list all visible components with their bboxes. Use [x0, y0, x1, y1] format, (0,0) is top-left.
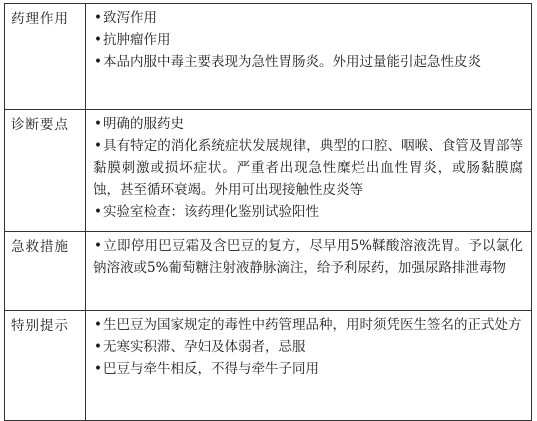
list-item: [93, 7, 523, 29]
table-row-diagnosis: [5, 110, 532, 232]
item-text: 明确的服药史: [103, 116, 184, 132]
row-label: 特别提示: [5, 311, 86, 421]
row-content: [86, 110, 532, 232]
bullet-icon: •: [94, 10, 102, 26]
item-text: 实验室检查：该药理化鉴别试验阳性: [103, 204, 319, 220]
bullet-icon: •: [94, 238, 102, 254]
item-text: 抗肿瘤作用: [103, 32, 171, 48]
item-text: 致泻作用: [103, 10, 157, 26]
item-text: 无寒实积滞、孕妇及体弱者，忌服: [103, 339, 306, 355]
row-label: 药理作用: [5, 4, 86, 110]
info-table: [4, 3, 532, 421]
list-item: [93, 135, 523, 201]
row-label: 急救措施: [5, 232, 86, 311]
bullet-icon: •: [94, 116, 102, 132]
row-content: [86, 4, 532, 110]
list-item: [93, 314, 523, 336]
table-row-emergency: [5, 232, 532, 311]
bullet-icon: •: [94, 317, 102, 333]
list-item: [93, 51, 523, 73]
list-item: [93, 235, 523, 279]
item-text: 具有特定的消化系统症状发展规律，典型的口腔、咽喉、食管及胃部等黏膜刺激或损坏症状。严重者出现急性糜烂出血性胃炎，或肠黏膜腐蚀，甚至循环衰竭。外用可出现接触性皮炎等: [93, 138, 523, 198]
item-text: 立即停用巴豆霜及含巴豆的复方，尽早用5%鞣酸溶液洗胃。予以氯化钠溶液或5%葡萄糖注射液静脉滴注，给予利尿药，加强尿路排泄毒物: [93, 238, 523, 276]
row-content: [86, 232, 532, 311]
list-item: [93, 201, 523, 223]
item-text: 本品内服中毒主要表现为急性胃肠炎。外用过量能引起急性皮炎: [103, 54, 481, 70]
item-text: 巴豆与牵牛相反，不得与牵牛子同用: [103, 361, 319, 377]
list-item: [93, 358, 523, 380]
bullet-icon: •: [94, 339, 102, 355]
list-item: [93, 113, 523, 135]
table-row-special-notes: [5, 311, 532, 421]
table-row-pharmacology: [5, 4, 532, 110]
bullet-icon: •: [94, 32, 102, 48]
bullet-icon: •: [94, 54, 102, 70]
item-text: 生巴豆为国家规定的毒性中药管理品种，用时须凭医生签名的正式处方: [103, 317, 522, 333]
bullet-icon: •: [94, 361, 102, 377]
row-content: [86, 311, 532, 421]
row-label: 诊断要点: [5, 110, 86, 232]
list-item: [93, 29, 523, 51]
bullet-icon: •: [94, 204, 102, 220]
list-item: [93, 336, 523, 358]
bullet-icon: •: [94, 138, 102, 154]
